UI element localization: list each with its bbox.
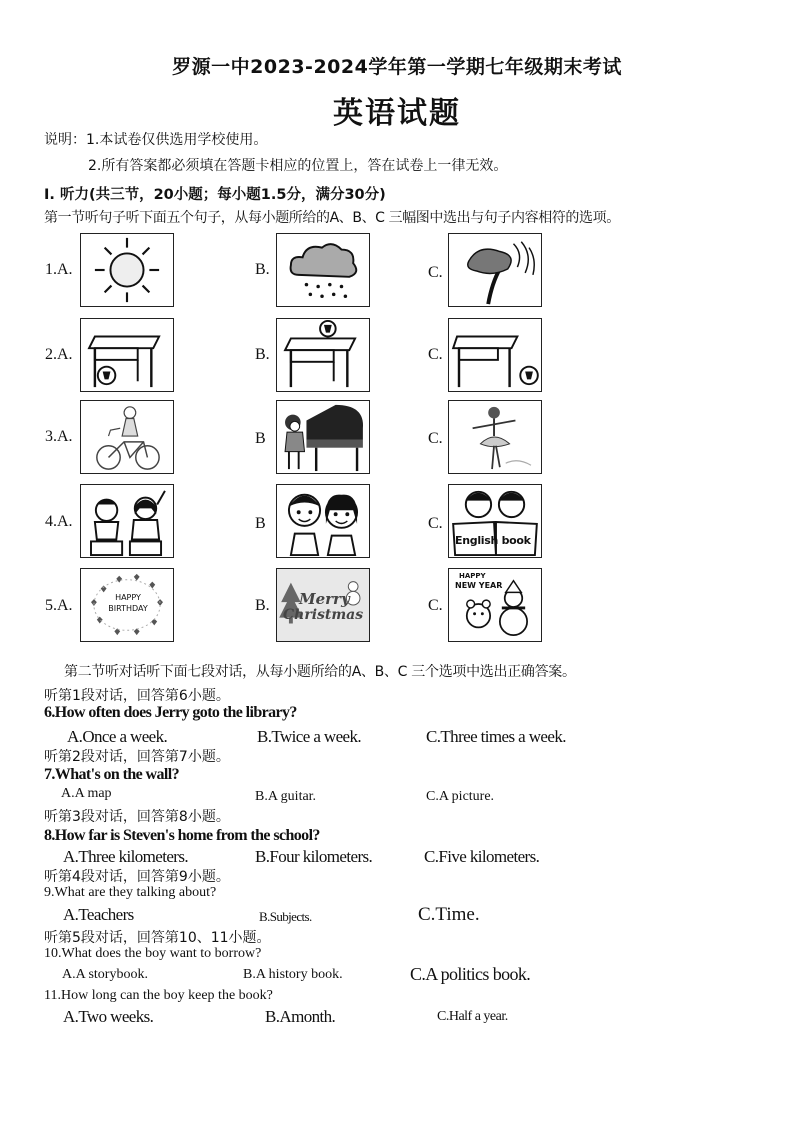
- dialog-4-intro: 听第4段对话，回答第9小题。: [44, 869, 230, 885]
- q3-label-b: B: [255, 430, 266, 447]
- merry-christmas-card-icon[interactable]: [276, 568, 370, 642]
- q4-label-b: B: [255, 515, 266, 532]
- q6-option-b[interactable]: B.Twice a week.: [257, 727, 362, 746]
- q7-option-c[interactable]: C.A picture.: [426, 789, 495, 804]
- q3-label-a: 3.A.: [45, 428, 73, 445]
- q10-option-c[interactable]: C.A politics book.: [410, 964, 531, 984]
- kids-talking-icon[interactable]: [80, 484, 174, 558]
- happy-birthday-card-icon[interactable]: [80, 568, 174, 642]
- dialog-5-intro: 听第5段对话，回答第10、11小题。: [44, 930, 271, 946]
- q5-label-b: B.: [255, 597, 270, 614]
- q2-label-a: 2.A.: [45, 346, 73, 363]
- girl-riding-bike-icon[interactable]: [80, 400, 174, 474]
- newyear-text-1: HAPPY: [459, 572, 486, 580]
- q11-option-b[interactable]: B.Amonth.: [265, 1007, 336, 1026]
- ball-beside-desk-icon[interactable]: [448, 318, 542, 392]
- note-line-1: 说明：1.本试卷仅供选用学校使用。: [44, 132, 268, 148]
- q6-option-c[interactable]: C.Three times a week.: [426, 727, 566, 746]
- english-book-text: English book: [455, 534, 531, 547]
- section-heading: I. 听力(共三节，20小题；每小题1.5分，满分30分): [44, 187, 386, 203]
- question-8: 8.How far is Steven's home from the school?: [44, 827, 320, 844]
- q2-label-c: C.: [428, 346, 443, 363]
- newyear-text-2: NEW YEAR: [455, 581, 503, 590]
- q3-label-c: C.: [428, 430, 443, 447]
- exam-title: 罗源一中2023-2024学年第一学期七年级期末考试: [172, 56, 622, 78]
- dialog-1-intro: 听第1段对话，回答第6小题。: [44, 688, 230, 704]
- rain-cloud-icon[interactable]: [276, 233, 370, 307]
- question-9: 9.What are they talking about?: [44, 885, 217, 900]
- q8-option-b[interactable]: B.Four kilometers.: [255, 847, 373, 866]
- wind-tree-icon[interactable]: [448, 233, 542, 307]
- boy-and-girl-icon[interactable]: [276, 484, 370, 558]
- part1-instruction: 第一节听句子听下面五个句子，从每小题所给的A、B、C 三幅图中选出与句子内容相符的选项。: [44, 210, 620, 226]
- question-10: 10.What does the boy want to borrow?: [44, 946, 262, 961]
- q8-option-c[interactable]: C.Five kilometers.: [424, 847, 540, 866]
- ball-on-desk-icon[interactable]: [276, 318, 370, 392]
- birthday-text-2: BIRTHDAY: [108, 604, 148, 613]
- ball-under-desk-icon[interactable]: [80, 318, 174, 392]
- christmas-text-2: Christmas: [283, 607, 364, 623]
- dialog-3-intro: 听第3段对话，回答第8小题。: [44, 809, 230, 825]
- q8-option-a[interactable]: A.Three kilometers.: [63, 847, 189, 866]
- subject-title: 英语试题: [333, 96, 461, 131]
- q4-label-c: C.: [428, 515, 443, 532]
- q1-label-a: 1.A.: [45, 261, 73, 278]
- happy-new-year-card-icon[interactable]: [448, 568, 542, 642]
- q7-option-a[interactable]: A.A map: [61, 786, 112, 801]
- q11-option-c[interactable]: C.Half a year.: [437, 1009, 508, 1024]
- part2-instruction: 第二节听对话听下面七段对话，从每小题所给的A、B、C 三个选项中选出正确答案。: [64, 664, 576, 680]
- birthday-text-1: HAPPY: [115, 593, 141, 602]
- christmas-text-1: Merry: [299, 590, 350, 608]
- question-7: 7.What's on the wall?: [44, 766, 179, 783]
- q1-label-b: B.: [255, 261, 270, 278]
- q10-option-a[interactable]: A.A storybook.: [62, 967, 148, 982]
- q10-option-b[interactable]: B.A history book.: [243, 967, 343, 982]
- q5-label-c: C.: [428, 597, 443, 614]
- question-11: 11.How long can the boy keep the book?: [44, 988, 273, 1003]
- q5-label-a: 5.A.: [45, 597, 73, 614]
- q9-option-a[interactable]: A.Teachers: [63, 905, 134, 924]
- kids-reading-english-book-icon[interactable]: [448, 484, 542, 558]
- q11-option-a[interactable]: A.Two weeks.: [63, 1007, 154, 1026]
- q4-label-a: 4.A.: [45, 513, 73, 530]
- q7-option-b[interactable]: B.A guitar.: [255, 789, 317, 804]
- dialog-2-intro: 听第2段对话，回答第7小题。: [44, 749, 230, 765]
- q1-label-c: C.: [428, 264, 443, 281]
- girl-dancing-icon[interactable]: [448, 400, 542, 474]
- question-6: 6.How often does Jerry goto the library?: [44, 704, 297, 721]
- q6-option-a[interactable]: A.Once a week.: [67, 727, 168, 746]
- girl-playing-piano-icon[interactable]: [276, 400, 370, 474]
- note-line-2: 2.所有答案都必须填在答题卡相应的位置上，答在试卷上一律无效。: [88, 158, 508, 174]
- q9-option-b[interactable]: B.Subjects.: [259, 909, 312, 924]
- q9-option-c[interactable]: C.Time.: [418, 904, 480, 925]
- q2-label-b: B.: [255, 346, 270, 363]
- sun-icon[interactable]: [80, 233, 174, 307]
